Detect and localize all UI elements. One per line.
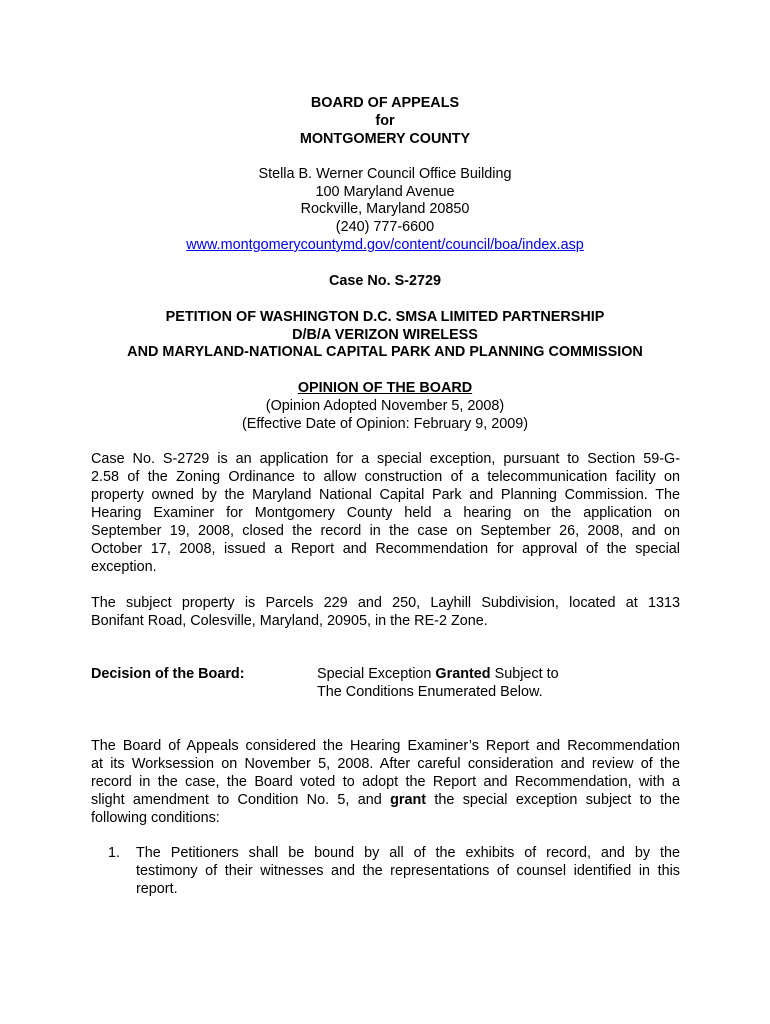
paragraph-line: Bonifant Road, Colesville, Maryland, 20905, in the RE-2 Zone. (91, 613, 488, 629)
paragraph-line: 2.58 of the Zoning Ordinance to allow construction of a telecommunication facility on (91, 469, 680, 485)
opinion-title: OPINION OF THE BOARD (297, 380, 473, 396)
paragraph-board-decision (91, 737, 680, 827)
phone-number: (240) 777-6600 (335, 219, 435, 235)
opinion-effective: (Effective Date of Opinion: February 9, 2009) (241, 416, 529, 432)
opinion-title-row (0, 379, 770, 397)
street-address: 100 Maryland Avenue (315, 184, 455, 200)
paragraph-line: Case No. S-2729 is an application for a special exception, pursuant to Section 59-G- (91, 451, 680, 467)
paragraph-line: September 19, 2008, closed the record in the case on September 26, 2008, and on (91, 523, 680, 539)
decision-text-line-2: The Conditions Enumerated Below. (317, 684, 543, 700)
paragraph-line: at its Worksession on November 5, 2008. After careful consideration and review of the (91, 756, 680, 772)
decision-text-after: Subject to (490, 666, 559, 682)
line4-after: the special exception subject to the (426, 792, 680, 808)
decision-text-line-1 (317, 665, 559, 683)
condition-number: 1. (108, 845, 121, 861)
line4-before: slight amendment to Condition No. 5, and (91, 792, 391, 808)
grant-word: grant (390, 792, 427, 808)
condition-1 (136, 844, 680, 898)
building-name: Stella B. Werner Council Office Building (258, 166, 512, 182)
paragraph-application (91, 450, 680, 576)
paragraph-line: October 17, 2008, issued a Report and Recommendation for approval of the special (91, 541, 680, 557)
paragraph-line: record in the case, the Board voted to adopt the Report and Recommendation, with a (91, 774, 680, 790)
paragraph-line: The Board of Appeals considered the Hearing Examiner’s Report and Recommendation (91, 738, 680, 754)
website-link[interactable]: www.montgomerycountymd.gov/content/council/boa/index.asp (186, 237, 584, 253)
board-title: BOARD OF APPEALS (310, 95, 460, 111)
city-address: Rockville, Maryland 20850 (300, 201, 470, 217)
case-number: Case No. S-2729 (329, 273, 441, 289)
paragraph-line: property owned by the Maryland National Capital Park and Planning Commission. The (91, 487, 680, 503)
website-row (0, 236, 770, 254)
petition-line-3: AND MARYLAND-NATIONAL CAPITAL PARK AND PLANNING COMMISSION (127, 344, 643, 360)
opinion-adopted: (Opinion Adopted November 5, 2008) (265, 398, 505, 414)
county-name: MONTGOMERY COUNTY (299, 131, 471, 147)
decision-label: Decision of the Board: (91, 666, 245, 682)
paragraph-line: following conditions: (91, 810, 220, 826)
petition-line-2: D/B/A VERIZON WIRELESS (292, 327, 478, 343)
paragraph-property (91, 594, 680, 630)
condition-line: The Petitioners shall be bound by all of the exhibits of record, and by the (136, 845, 680, 861)
header-for: for (375, 113, 395, 129)
petition-line-1: PETITION OF WASHINGTON D.C. SMSA LIMITED PARTNERSHIP (165, 309, 605, 325)
paragraph-line: exception. (91, 559, 157, 575)
decision-text-before: Special Exception (317, 666, 436, 682)
paragraph-line: Hearing Examiner for Montgomery County held a hearing on the application on (91, 505, 680, 521)
paragraph-line: The subject property is Parcels 229 and 250, Layhill Subdivision, located at 1313 (91, 595, 680, 611)
condition-line: testimony of their witnesses and the representations of counsel identified in this (136, 863, 680, 879)
decision-granted: Granted (435, 666, 491, 682)
paragraph-line (91, 791, 680, 809)
condition-line: report. (136, 881, 178, 897)
